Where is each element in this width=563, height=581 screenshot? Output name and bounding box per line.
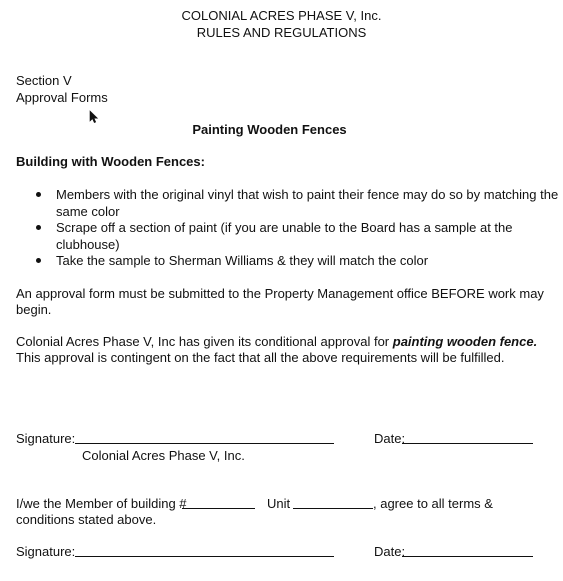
conditional-approval-line2: This approval is contingent on the fact that all the above requirements will be fulfilled.: [16, 350, 505, 365]
approval-paragraph-line2: begin.: [16, 302, 52, 317]
section-name: Approval Forms: [16, 90, 108, 105]
section-subheading: Building with Wooden Fences:: [16, 154, 205, 169]
page-title: Painting Wooden Fences: [192, 122, 347, 137]
doc-header-org: COLONIAL ACRES PHASE V, Inc.: [181, 8, 382, 23]
date-line-2[interactable]: [402, 556, 533, 557]
bullet-dot: [36, 192, 41, 197]
conditional-approval-line1: [16, 334, 537, 349]
member-agree-text-line2: conditions stated above.: [16, 512, 157, 527]
member-agree-text: , agree to all terms &: [373, 496, 493, 511]
unit-number-line[interactable]: [293, 508, 373, 509]
signature-label: Signature:: [16, 431, 76, 446]
unit-label: Unit: [267, 496, 291, 511]
section-number: Section V: [16, 73, 72, 88]
doc-header-title: RULES AND REGULATIONS: [196, 25, 367, 40]
bullet-dot: [36, 258, 41, 263]
bullet-dot: [36, 225, 41, 230]
bullet-item-1-line2: same color: [56, 204, 120, 219]
conditional-approval-prefix: Colonial Acres Phase V, Inc has given its conditional approval for: [16, 334, 393, 349]
member-building-label: I/we the Member of building #: [16, 496, 187, 511]
date-label: Date:: [374, 431, 406, 446]
bullet-item-1-line1: Members with the original vinyl that wish to paint their fence may do so by matching the: [56, 187, 559, 202]
signature-org-label: Colonial Acres Phase V, Inc.: [82, 448, 245, 463]
date-label-2: Date:: [374, 544, 406, 559]
date-line[interactable]: [402, 443, 533, 444]
conditional-approval-emphasis: painting wooden fence.: [392, 334, 538, 349]
building-number-line[interactable]: [182, 508, 255, 509]
approval-paragraph-line1: An approval form must be submitted to the Property Management office BEFORE work may: [16, 286, 544, 301]
signature-line-2[interactable]: [75, 556, 334, 557]
bullet-item-3: Take the sample to Sherman Williams & they will match the color: [56, 253, 429, 268]
bullet-item-2-line1: Scrape off a section of paint (if you are unable to the Board has a sample at the: [56, 220, 513, 235]
signature-label-2: Signature:: [16, 544, 76, 559]
bullet-item-2-line2: clubhouse): [56, 237, 120, 252]
signature-line[interactable]: [75, 443, 334, 444]
